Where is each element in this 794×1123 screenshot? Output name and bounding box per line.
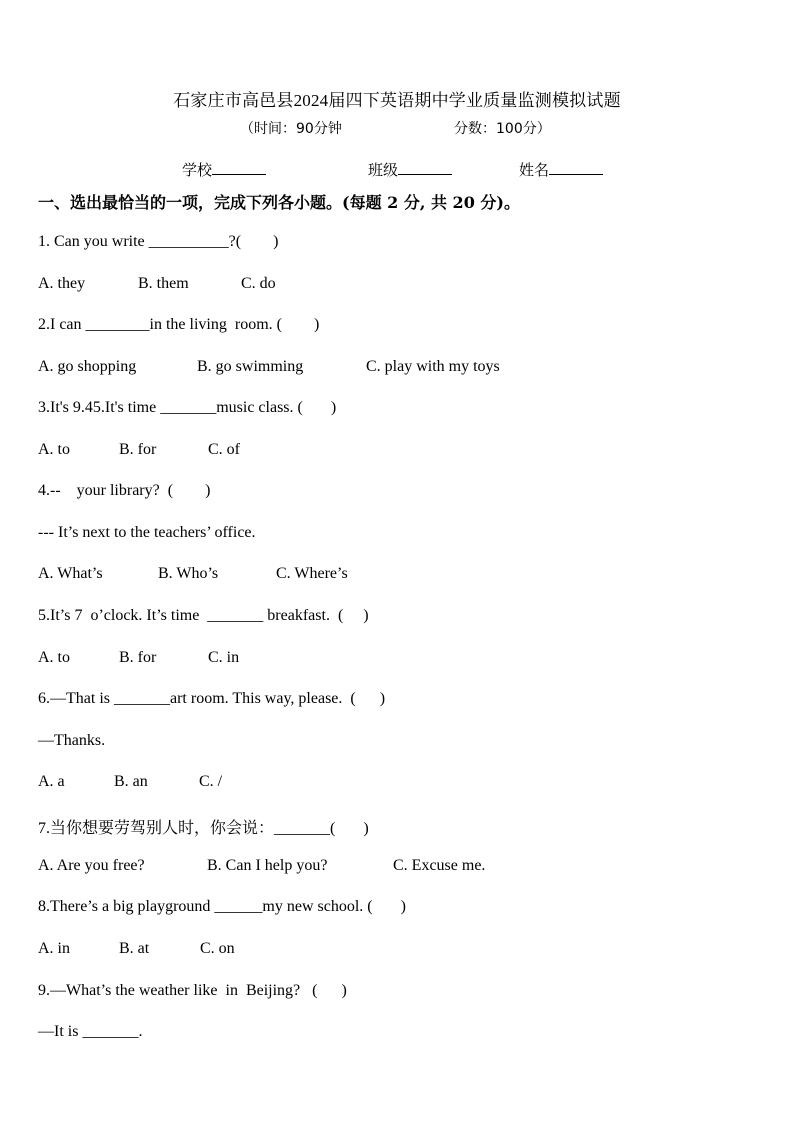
question-5-option-c[interactable]: C. in bbox=[208, 649, 240, 666]
question-7-stem: 7.当你想要劳驾别人时，你会说：_______( ) bbox=[38, 820, 369, 837]
question-9-stem: 9.—What’s the weather like in Beijing? ( ) bbox=[38, 982, 347, 999]
question-3-stem: 3.It's 9.45.It's time _______music class. ( ) bbox=[38, 399, 337, 416]
school-blank[interactable] bbox=[212, 162, 266, 175]
question-1-option-b[interactable]: B. them bbox=[138, 275, 189, 292]
question-7-option-b[interactable]: B. Can I help you? bbox=[207, 857, 328, 874]
question-7-option-c[interactable]: C. Excuse me. bbox=[393, 857, 486, 874]
name-blank[interactable] bbox=[549, 162, 603, 175]
class-blank[interactable] bbox=[398, 162, 452, 175]
question-2-option-a[interactable]: A. go shopping bbox=[38, 358, 137, 375]
question-8-option-c[interactable]: C. on bbox=[200, 940, 235, 957]
question-6-option-a[interactable]: A. a bbox=[38, 773, 65, 790]
question-5-option-a[interactable]: A. to bbox=[38, 649, 70, 666]
question-6-option-b[interactable]: B. an bbox=[114, 773, 148, 790]
question-3-option-b[interactable]: B. for bbox=[119, 441, 157, 458]
question-8-stem: 8.There’s a big playground ______my new school. ( ) bbox=[38, 898, 406, 915]
question-6-response: —Thanks. bbox=[38, 732, 106, 749]
question-2-option-c[interactable]: C. play with my toys bbox=[366, 358, 500, 375]
question-4-option-b[interactable]: B. Who’s bbox=[158, 565, 219, 582]
question-6-option-c[interactable]: C. / bbox=[199, 773, 223, 790]
question-2-stem: 2.I can ________in the living room. ( ) bbox=[38, 316, 320, 333]
question-4-stem: 4.-- your library? ( ) bbox=[38, 482, 211, 499]
question-5-option-b[interactable]: B. for bbox=[119, 649, 157, 666]
section-heading: 一、选出最恰当的一项，完成下列各小题。(每题 2 分, 共 20 分)。 bbox=[38, 193, 520, 212]
question-4-option-c[interactable]: C. Where’s bbox=[276, 565, 348, 582]
question-9-response: —It is _______. bbox=[38, 1023, 143, 1040]
exam-score: 分数：100分） bbox=[454, 121, 551, 137]
page-title: 石家庄市高邑县2024届四下英语期中学业质量监测模拟试题 bbox=[173, 91, 621, 110]
question-8-option-a[interactable]: A. in bbox=[38, 940, 70, 957]
question-5-stem: 5.It’s 7 o’clock. It’s time _______ breakfast. ( ) bbox=[38, 607, 369, 624]
question-3-option-a[interactable]: A. to bbox=[38, 441, 70, 458]
question-7-option-a[interactable]: A. Are you free? bbox=[38, 857, 145, 874]
question-4-option-a[interactable]: A. What’s bbox=[38, 565, 103, 582]
question-1-option-a[interactable]: A. they bbox=[38, 275, 86, 292]
question-4-response: --- It’s next to the teachers’ office. bbox=[38, 524, 256, 541]
name-label: 姓名 bbox=[519, 163, 550, 179]
question-8-option-b[interactable]: B. at bbox=[119, 940, 150, 957]
school-label: 学校 bbox=[182, 163, 213, 179]
school-field[interactable] bbox=[182, 159, 266, 180]
question-1-stem: 1. Can you write __________?( ) bbox=[38, 233, 279, 250]
exam-time: （时间：90分钟 bbox=[240, 121, 342, 137]
class-field[interactable] bbox=[368, 159, 452, 180]
question-1-option-c[interactable]: C. do bbox=[241, 275, 276, 292]
question-6-stem: 6.—That is _______art room. This way, please. ( ) bbox=[38, 690, 386, 707]
name-field[interactable] bbox=[519, 159, 603, 180]
class-label: 班级 bbox=[368, 163, 399, 179]
question-2-option-b[interactable]: B. go swimming bbox=[197, 358, 304, 375]
question-3-option-c[interactable]: C. of bbox=[208, 441, 240, 458]
